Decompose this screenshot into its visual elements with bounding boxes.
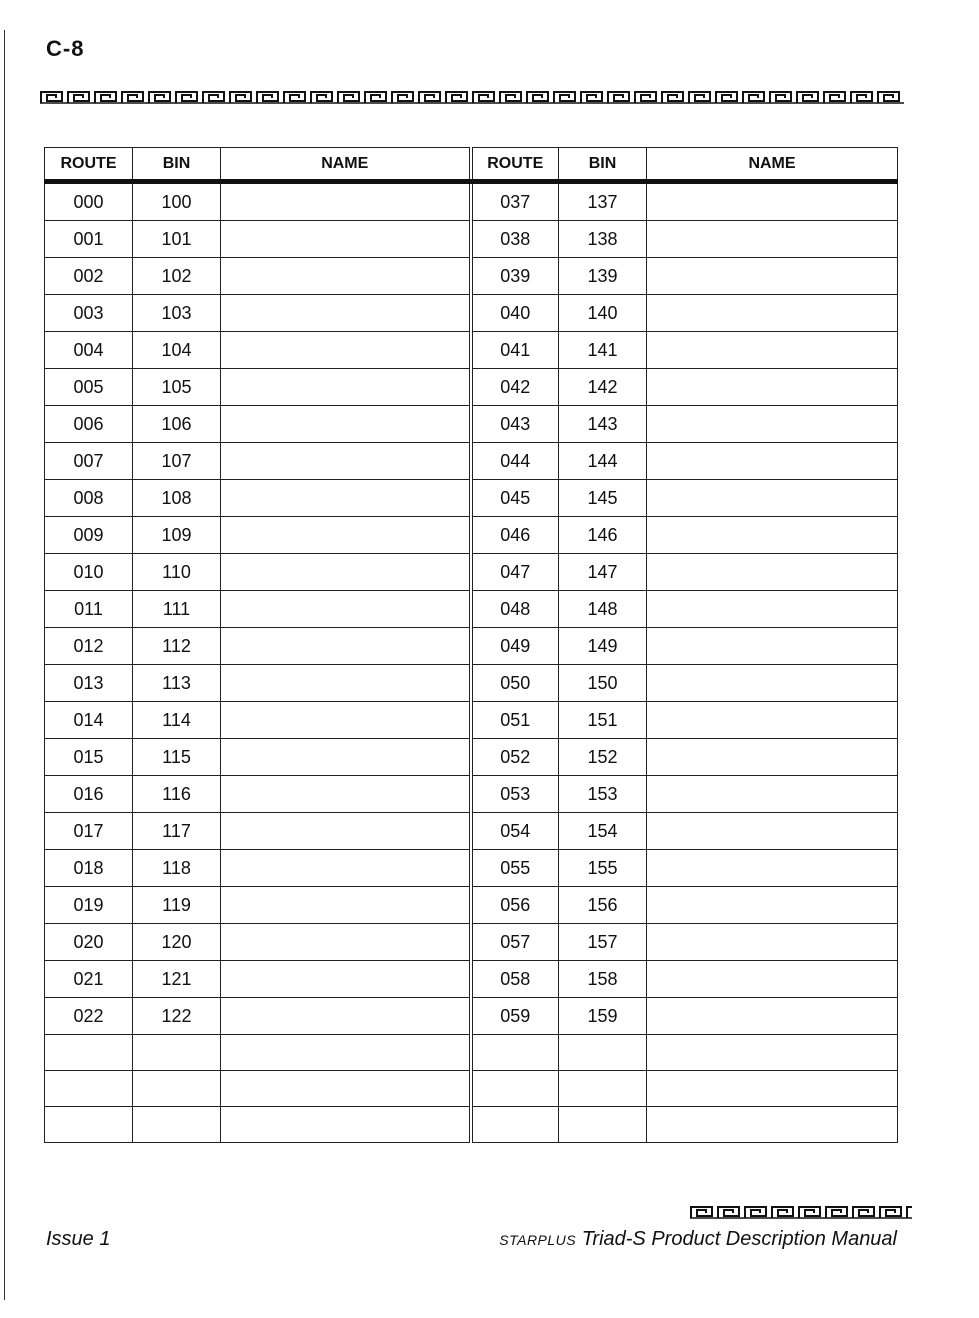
cell-bin-right: 152: [559, 739, 647, 776]
page-number: C-8: [46, 36, 85, 61]
cell-bin-left: 120: [133, 924, 221, 961]
cell-name-left: [221, 850, 471, 887]
table-row: [45, 850, 898, 887]
cell-name-right: [647, 776, 898, 813]
cell-name-left: [221, 1071, 471, 1107]
cell-route-left: [45, 1035, 133, 1071]
cell-bin-right: 156: [559, 887, 647, 924]
cell-name-right: [647, 1107, 898, 1143]
header-bin-left: BIN: [133, 148, 221, 182]
cell-route-right: 055: [471, 850, 559, 887]
cell-route-left: [45, 1071, 133, 1107]
table-row: [45, 961, 898, 998]
cell-bin-left: 103: [133, 295, 221, 332]
cell-route-left: 014: [45, 702, 133, 739]
table-row: [45, 221, 898, 258]
cell-route-left: 000: [45, 182, 133, 221]
cell-bin-right: [559, 1107, 647, 1143]
cell-route-left: [45, 1107, 133, 1143]
cell-route-right: 053: [471, 776, 559, 813]
cell-route-left: 013: [45, 665, 133, 702]
cell-name-left: [221, 480, 471, 517]
cell-route-left: 004: [45, 332, 133, 369]
cell-name-left: [221, 665, 471, 702]
cell-bin-left: [133, 1107, 221, 1143]
cell-bin-right: 148: [559, 591, 647, 628]
cell-route-right: 046: [471, 517, 559, 554]
table-row: [45, 887, 898, 924]
cell-name-right: [647, 1071, 898, 1107]
cell-name-left: [221, 628, 471, 665]
cell-name-right: [647, 739, 898, 776]
table-row: [45, 702, 898, 739]
header-route-left: ROUTE: [45, 148, 133, 182]
cell-name-right: [647, 369, 898, 406]
cell-bin-right: 140: [559, 295, 647, 332]
header-name-left: NAME: [221, 148, 471, 182]
cell-bin-right: 154: [559, 813, 647, 850]
cell-bin-left: 114: [133, 702, 221, 739]
cell-name-right: [647, 665, 898, 702]
cell-bin-left: 100: [133, 182, 221, 221]
cell-route-right: 038: [471, 221, 559, 258]
table-row: [45, 554, 898, 591]
cell-bin-right: 155: [559, 850, 647, 887]
cell-name-right: [647, 554, 898, 591]
cell-bin-left: 109: [133, 517, 221, 554]
cell-bin-right: 159: [559, 998, 647, 1035]
greek-key-border-bottom: [690, 1205, 912, 1219]
cell-route-left: 012: [45, 628, 133, 665]
header-route-right: ROUTE: [471, 148, 559, 182]
cell-bin-left: 104: [133, 332, 221, 369]
cell-name-right: [647, 221, 898, 258]
cell-route-left: 001: [45, 221, 133, 258]
route-bin-table: [44, 147, 898, 1143]
table-row: [45, 998, 898, 1035]
cell-bin-left: 105: [133, 369, 221, 406]
cell-route-left: 002: [45, 258, 133, 295]
footer-manual-title: [499, 1228, 897, 1251]
table-row: [45, 813, 898, 850]
cell-bin-left: 116: [133, 776, 221, 813]
table-row: [45, 628, 898, 665]
table-row: [45, 517, 898, 554]
cell-route-left: 011: [45, 591, 133, 628]
table-row: [45, 182, 898, 221]
table-row: [45, 332, 898, 369]
footer-brand: STARPLUS: [499, 1232, 577, 1248]
cell-name-right: [647, 480, 898, 517]
cell-route-left: 003: [45, 295, 133, 332]
header-bin-right: BIN: [559, 148, 647, 182]
table-row: [45, 1035, 898, 1071]
cell-route-right: 042: [471, 369, 559, 406]
table-row: [45, 295, 898, 332]
cell-route-right: 043: [471, 406, 559, 443]
header-name-right: NAME: [647, 148, 898, 182]
footer-issue: Issue 1: [46, 1228, 111, 1250]
cell-name-left: [221, 961, 471, 998]
cell-name-right: [647, 182, 898, 221]
page-margin-rule: [4, 30, 5, 1300]
cell-bin-left: 111: [133, 591, 221, 628]
cell-route-right: 049: [471, 628, 559, 665]
cell-bin-right: 143: [559, 406, 647, 443]
cell-name-left: [221, 443, 471, 480]
cell-bin-left: [133, 1071, 221, 1107]
table-row: [45, 480, 898, 517]
table-row: [45, 369, 898, 406]
cell-name-right: [647, 702, 898, 739]
cell-route-right: 052: [471, 739, 559, 776]
cell-name-left: [221, 554, 471, 591]
cell-bin-right: 149: [559, 628, 647, 665]
cell-route-right: 050: [471, 665, 559, 702]
cell-route-right: 039: [471, 258, 559, 295]
cell-name-left: [221, 517, 471, 554]
cell-name-right: [647, 1035, 898, 1071]
cell-bin-right: 138: [559, 221, 647, 258]
cell-route-right: 058: [471, 961, 559, 998]
cell-route-right: [471, 1035, 559, 1071]
cell-name-right: [647, 295, 898, 332]
cell-name-right: [647, 628, 898, 665]
cell-route-left: 015: [45, 739, 133, 776]
cell-route-left: 021: [45, 961, 133, 998]
cell-route-left: 009: [45, 517, 133, 554]
cell-name-left: [221, 776, 471, 813]
cell-name-right: [647, 850, 898, 887]
cell-route-left: 020: [45, 924, 133, 961]
cell-name-right: [647, 591, 898, 628]
cell-route-right: 059: [471, 998, 559, 1035]
cell-name-left: [221, 406, 471, 443]
cell-name-left: [221, 813, 471, 850]
cell-name-left: [221, 998, 471, 1035]
cell-name-right: [647, 961, 898, 998]
cell-name-right: [647, 517, 898, 554]
table-header-row: [45, 148, 898, 182]
cell-name-left: [221, 1035, 471, 1071]
cell-name-left: [221, 295, 471, 332]
cell-bin-left: 110: [133, 554, 221, 591]
cell-bin-right: 139: [559, 258, 647, 295]
cell-bin-right: [559, 1071, 647, 1107]
cell-name-left: [221, 924, 471, 961]
cell-route-left: 006: [45, 406, 133, 443]
cell-route-right: 047: [471, 554, 559, 591]
cell-route-left: 008: [45, 480, 133, 517]
cell-bin-left: 122: [133, 998, 221, 1035]
cell-route-right: 040: [471, 295, 559, 332]
cell-bin-right: 158: [559, 961, 647, 998]
cell-route-right: 056: [471, 887, 559, 924]
cell-bin-right: 141: [559, 332, 647, 369]
cell-bin-left: 108: [133, 480, 221, 517]
cell-name-right: [647, 887, 898, 924]
cell-bin-right: 153: [559, 776, 647, 813]
cell-name-left: [221, 332, 471, 369]
cell-name-right: [647, 813, 898, 850]
cell-name-left: [221, 182, 471, 221]
cell-bin-right: 146: [559, 517, 647, 554]
cell-name-left: [221, 221, 471, 258]
cell-route-right: 044: [471, 443, 559, 480]
table-row: [45, 739, 898, 776]
cell-bin-left: 117: [133, 813, 221, 850]
cell-route-right: 045: [471, 480, 559, 517]
cell-bin-left: 102: [133, 258, 221, 295]
cell-bin-left: 106: [133, 406, 221, 443]
cell-route-right: 057: [471, 924, 559, 961]
cell-route-right: 041: [471, 332, 559, 369]
cell-name-left: [221, 887, 471, 924]
cell-name-left: [221, 369, 471, 406]
greek-key-border-top: [40, 90, 904, 104]
cell-bin-left: 101: [133, 221, 221, 258]
cell-route-left: 005: [45, 369, 133, 406]
cell-name-left: [221, 591, 471, 628]
cell-route-right: [471, 1107, 559, 1143]
cell-name-left: [221, 739, 471, 776]
cell-name-right: [647, 924, 898, 961]
cell-bin-left: 113: [133, 665, 221, 702]
cell-route-right: 048: [471, 591, 559, 628]
cell-bin-left: 118: [133, 850, 221, 887]
table-row: [45, 1071, 898, 1107]
cell-name-left: [221, 1107, 471, 1143]
cell-name-right: [647, 443, 898, 480]
cell-bin-left: [133, 1035, 221, 1071]
cell-route-right: 037: [471, 182, 559, 221]
cell-bin-left: 115: [133, 739, 221, 776]
table-row: [45, 258, 898, 295]
cell-route-left: 018: [45, 850, 133, 887]
cell-bin-right: 147: [559, 554, 647, 591]
cell-bin-right: 144: [559, 443, 647, 480]
cell-name-left: [221, 258, 471, 295]
cell-route-left: 007: [45, 443, 133, 480]
cell-bin-left: 112: [133, 628, 221, 665]
footer-manual-name: Triad-S Product Description Manual: [581, 1228, 897, 1250]
table-row: [45, 591, 898, 628]
cell-bin-left: 119: [133, 887, 221, 924]
cell-name-right: [647, 998, 898, 1035]
cell-bin-right: 157: [559, 924, 647, 961]
cell-name-right: [647, 332, 898, 369]
cell-bin-right: 145: [559, 480, 647, 517]
cell-route-right: 054: [471, 813, 559, 850]
cell-route-left: 010: [45, 554, 133, 591]
cell-route-right: 051: [471, 702, 559, 739]
table-row: [45, 443, 898, 480]
cell-bin-left: 121: [133, 961, 221, 998]
cell-bin-right: 151: [559, 702, 647, 739]
cell-route-left: 022: [45, 998, 133, 1035]
table-row: [45, 1107, 898, 1143]
cell-bin-right: 142: [559, 369, 647, 406]
table-row: [45, 924, 898, 961]
cell-name-left: [221, 702, 471, 739]
table-row: [45, 776, 898, 813]
table-row: [45, 665, 898, 702]
table-row: [45, 406, 898, 443]
cell-route-left: 019: [45, 887, 133, 924]
cell-route-left: 016: [45, 776, 133, 813]
cell-name-right: [647, 258, 898, 295]
cell-route-right: [471, 1071, 559, 1107]
cell-bin-right: [559, 1035, 647, 1071]
cell-bin-right: 137: [559, 182, 647, 221]
cell-name-right: [647, 406, 898, 443]
cell-route-left: 017: [45, 813, 133, 850]
cell-bin-left: 107: [133, 443, 221, 480]
cell-bin-right: 150: [559, 665, 647, 702]
